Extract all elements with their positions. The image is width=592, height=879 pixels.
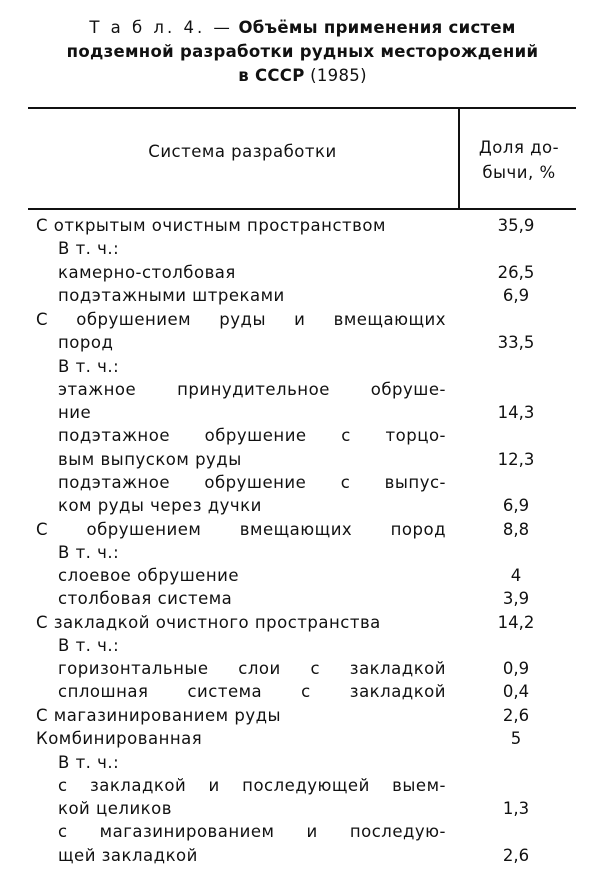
row-system-text: С магазинированием руды: [36, 706, 282, 725]
row-system-text: В т. ч.:: [58, 239, 120, 258]
table-row: [0, 704, 592, 728]
column-header-share: [462, 135, 576, 185]
table-year: (1985): [310, 66, 367, 85]
row-share-value: 2,6: [502, 846, 530, 865]
row-system-text: столбовая система: [58, 589, 233, 608]
row-system-text: с магазинированием и последую-: [58, 822, 446, 841]
row-system-text: подэтажное обрушение с торцо-: [58, 426, 446, 445]
table-row: [0, 611, 592, 635]
row-system-text: С обрушением вмещающих пород: [36, 520, 446, 539]
row-system-text: В т. ч.:: [58, 753, 120, 772]
table-row: [0, 844, 592, 868]
table-row: [0, 820, 592, 844]
table-row: [0, 634, 592, 658]
table-row: [0, 308, 592, 332]
row-system-text: этажное принудительное обруше-: [58, 380, 446, 399]
table-row: [0, 355, 592, 379]
table-title-line3: в СССР: [238, 66, 305, 85]
table-row: [0, 751, 592, 775]
table-row: [0, 494, 592, 518]
row-system-text: пород: [58, 333, 114, 352]
header-bottom-rule: [28, 208, 576, 210]
row-system-text: кой целиков: [58, 799, 172, 818]
table-title-line2: подземной разработки рудных месторождений: [66, 42, 539, 61]
row-system-text: В т. ч.:: [58, 357, 120, 376]
table-row: [0, 680, 592, 704]
row-system-text: подэтажными штреками: [58, 286, 285, 305]
table-row: [0, 284, 592, 308]
row-system-text: сплошная система с закладкой: [58, 682, 446, 701]
row-share-value: 4: [510, 566, 522, 585]
table-row: [0, 424, 592, 448]
table-row: [0, 727, 592, 751]
row-system-text: камерно-столбовая: [58, 263, 236, 282]
row-share-value: 0,9: [502, 659, 530, 678]
row-share-value: 26,5: [497, 263, 535, 282]
table-row: [0, 214, 592, 238]
row-share-value: 14,2: [497, 613, 535, 632]
table-row: [0, 331, 592, 355]
table-row: [0, 237, 592, 261]
table-row: [0, 401, 592, 425]
row-system-text: С открытым очистным пространством: [36, 216, 386, 235]
row-share-value: 5: [510, 729, 522, 748]
column-header-system: Система разработки: [148, 142, 337, 161]
row-system-text: с закладкой и последующей выем-: [58, 776, 446, 795]
row-share-value: 14,3: [497, 403, 535, 422]
table-row: [0, 797, 592, 821]
table-row: [0, 448, 592, 472]
row-system-text: щей закладкой: [58, 846, 198, 865]
row-system-text: В т. ч.:: [58, 543, 120, 562]
table-title-line1: Объёмы применения систем: [238, 18, 516, 37]
row-share-value: 1,3: [502, 799, 530, 818]
row-share-value: 6,9: [502, 286, 530, 305]
row-system-text: ние: [58, 403, 92, 422]
table-row: [0, 518, 592, 542]
row-share-value: 33,5: [497, 333, 535, 352]
row-system-text: С закладкой очистного пространства: [36, 613, 381, 632]
row-system-text: вым выпуском руды: [58, 450, 242, 469]
row-system-text: слоевое обрушение: [58, 566, 240, 585]
row-share-value: 6,9: [502, 496, 530, 515]
table-label: Т а б л. 4. —: [89, 18, 233, 37]
header-column-divider: [458, 107, 460, 208]
table-row: [0, 471, 592, 495]
table-row: [0, 587, 592, 611]
table-row: [0, 564, 592, 588]
row-system-text: ком руды через дучки: [58, 496, 262, 515]
row-share-value: 12,3: [497, 450, 535, 469]
column-header-share-line2: бычи, %: [482, 163, 556, 182]
row-system-text: В т. ч.:: [58, 636, 120, 655]
table-row: [0, 261, 592, 285]
row-system-text: подэтажное обрушение с выпус-: [58, 473, 446, 492]
row-system-text: Комбинированная: [36, 729, 203, 748]
table-row: [0, 774, 592, 798]
table-caption: [30, 16, 575, 88]
row-share-value: 2,6: [502, 706, 530, 725]
table-row: [0, 541, 592, 565]
row-share-value: 35,9: [497, 216, 535, 235]
row-system-text: горизонтальные слои с закладкой: [58, 659, 446, 678]
row-system-text: С обрушением руды и вмещающих: [36, 310, 446, 329]
row-share-value: 8,8: [502, 520, 530, 539]
row-share-value: 0,4: [502, 682, 530, 701]
table-row: [0, 657, 592, 681]
table-top-rule: [28, 107, 576, 109]
table-row: [0, 378, 592, 402]
column-header-share-line1: Доля до-: [478, 138, 560, 157]
row-share-value: 3,9: [502, 589, 530, 608]
